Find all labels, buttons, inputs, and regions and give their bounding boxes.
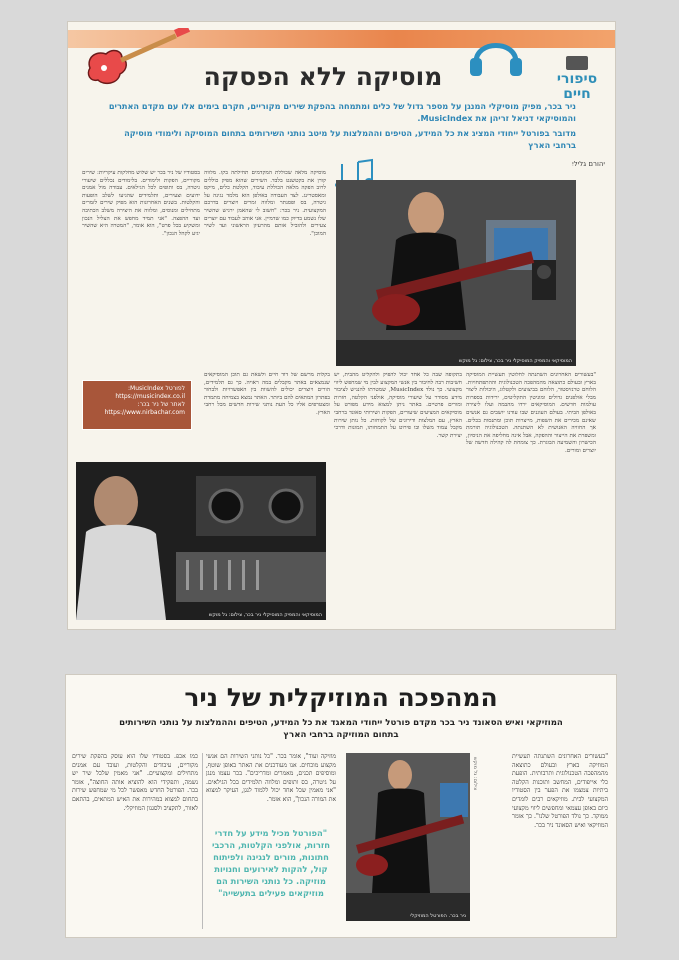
link-label-portal: לפורטל MusicIndex: [127, 385, 185, 392]
text-column: מוזיקה ועוד", אומר בכר. "כל נותני השירות הם אנשי מקצוע מוכחים. אנו מעודכנים את האתר באופן שוטף, ומוסיפים תכנים, מאמרים ומדריכים". בכר עצמו מנגן על גיטרה, בס ותופים ומלווה תלמידים בכל הגילאים. "אני מאמין שכל אחד יכול ללמוד לנגן, העיקר למצוא את המורה הנכון", הוא אומר. [206, 753, 336, 803]
text-column: כמו אכפ. בסטודיו שלו הוא עוסק בהפקת שירים מקוריים, עיבודים והקלטות, ועובד עם אמנים מתחילים ומקצועיים. "אני מאמין שלכל שיר יש נשמה, ותפקידי הוא להוציא אותה החוצה", אומר בכר. הפורטל החדש מאפשר לכל מי שמחפש שירות בתחום למצוא במהירות את האיש המתאים, בהתאם לאזור, לתקציב ולסגנון המוזיקלי. [72, 753, 198, 812]
text-column: מוסיקה מלאה שכוללת המקדמים תחילתה בקו. מלווה קורן את בקטשנט בלבד. השירים שהוא מפיק כוללים לרוב הפקה מלאה הכוללת עיבוד, הקלטת כלים, מיקס ומאסטרינג. לצד העבודה באולפן הוא מלמד נגינה על גיטרה, בס ופסנתר ומלווה זמרים ויוצרים בדרכם המקצועית. ניר בכר: "חשוב לי שהאמן ירגיש שהשיר שלו נשמע בדיוק כמו שדמיין. אני אוהב לעבוד עם יוצרים צעירים ולהוביל אותם מהרעיון הראשוני ועד לשיר המוכן". [204, 170, 326, 237]
photo-bass-player [346, 753, 470, 921]
logo-line2: חיים [563, 86, 591, 102]
link-site-url[interactable]: https://www.nirbachar.com [104, 409, 185, 416]
camera-icon [566, 56, 588, 70]
text-column: בסטודיו של ניר בכר יש שלוש מחלקות עיקריות: שירים מקוריים, הפקות ולימודים. בלימודים נכללים שיעורי גיטרה, בס ותופים לכל הגילאים. עבודה מול אמנים ידועים וצעירים, ותלמידים שהגיעו לשלב הופעות והקלטות. בשנים האחרונות הוא מפיק שירים לזמרים מתחילים ומנוסים, ומלווה את היצירה משלב הכתיבה ועד ההפצה. "אני תמיד מחפש את הצליל הנכון ומשקיע בכל פרט", הוא אומר, "המטרה היא שהשיר יגיע לקהל הנכון". [82, 170, 200, 237]
photo-caption: המוסיקאי והמפיק המוסיקלי ניר בכר, צילום: גל מוקש [458, 358, 572, 364]
logo-line1: סיפורי [556, 71, 598, 87]
links-box [82, 380, 192, 430]
article-title: המהפכה המוזיקלית של ניר [184, 683, 498, 712]
text-column: בקלות מרשם של דוד חיים ולשאת גם תוכן המוסיקאים שנמצאים באתר מקבלים במה ראויה. כך גם תלמידים, הורים ויוצרים יכולים להשוות בין האפשרויות ולבחור בפתרון המתאים להם ביותר. האתר נמצא בצמיחה מתמדת ומצטרפים אליו כל העת נותני שירות חדשים מכל רחבי הארץ. [204, 372, 330, 416]
photo-caption: ניר בכר. הפורטל המוזיקלי [410, 913, 466, 919]
subtitle-2: מדובר בפורטל ייחודי המציג את כל המידע, הטיפים וההמלצות על מיטב נותני השירותים בתחום המוסיקה ולימודי מוסיקה ברחבי הארץ [124, 128, 576, 150]
photo-caption: המוסיקאי והמפיק המוסיקלי ניר בכר, צילום: גל מוקש [208, 612, 322, 618]
subtitle-1: ניר בכר, מפיק מוסיקלי המנגן על מספר גדול של כלים ומתמחה בהפקת שירים מקוריים, חקרם בימים אלו עם מקדם האתרים והמוסיקאי דניאל זריהן את MusicIndex. [108, 101, 576, 123]
text-column: "בעשורים האחרונים השתנתה תעשיית המוזיקה בארץ ובעולם כתוצאה מהמהפכה הטכנולוגית ותרבותית. הופעת כלי אייפודים, המחשב ותוכנות הקלטה ביתיות צמצמו את הפער בין הסטודיו המקצועי לבית. מוזיקאים רבים לומדים כיום באופן עצמאי ומחפשים ליווי מקצועי ממוקד. כך נולד הפורטל שלנו". כך אומר המוזיקאי ואיש הסאונד ניר בכר. [512, 753, 608, 829]
link-label-site: לאתר של ניר בכר: [137, 401, 185, 408]
article-subtitle: המוזיקאי ואיש הסאונד ניר בכר מקדם פורטל ייחודי המאגד את כל המידע, הטיפים וההמלצות על נותני השירותים בתחום המוזיקה ברחבי הארץ [119, 718, 563, 740]
byline: יהורם גליליִ [572, 160, 605, 168]
article-subtitle [106, 100, 576, 154]
electric-guitar-icon [82, 28, 192, 90]
column-divider [202, 753, 203, 929]
pull-quote: "הפורטל מכיל מידע על חדרי חזרות, אולפני הקלטות, הרכבי חתונות, מורים לנגינה ולפיתוח קול, להקות לאירועים וחנויות מוזיקה. כל נותני השירות הם מוזיקאים פעילים בתעשייה" [211, 828, 331, 898]
text-column: "בעשורים האחרונים השתנתה לחלוטין תעשיית המוסיקה בארץ ובעולם כתוצאה מהמהפכה הטכנולוגית וההתפתחויות. הלוחם טרנזיסטור, הלוחם בביצועים ולקטלוג, היכולות ליצור מבלי אולפנים גדולים ומוניטין התקליטים, ירידות בספרות עולמות חדשים. המוסיקאים ירדו מהבמה ועלו ליצירה באולפן הביתי. בעולם העוגנים שבו עודנו יושבים גם אנשים שאינם מכירים את השפות, מייצרות תוכן ומתנסות בכלים. אך החוויה האנושית לא השתנתה. הטכנולוגיה תורמת ומשפרת את הייצור וההפקה, אבל אינה מחליפה את הניסיון, הכישרון והשמיעה הבוגרת. כך צומחת לה קהילה חדשה של יוצרים ומורים. [466, 372, 596, 454]
section-logo [547, 56, 607, 102]
photo-bass-player [336, 180, 576, 366]
article-clipping-2 [66, 675, 616, 937]
headphones-icon [468, 30, 524, 80]
article-clipping-1 [68, 22, 615, 629]
photo-credit: צילום: גל מוקש [472, 757, 478, 791]
text-column: בתקופה שבה כל אחד יכול להפיק ולהקליט מהבית, יש חשיבות רבה לחיבור בין אנשי המקצוע לבין מי שמחפש ליווי מקצועי. כך נולד MusicIndex, שמטרתו להנגיש לציבור מידע מסודר על שיעורי מוסיקה, אולפני הקלטה, חזרות ומורים פרטיים. באתר ניתן למצוא מידע מפורט על מוסיקאים המציעים שיעורים, הפקות ושירותי סאונד ברחבי הארץ, עם המלצות ודירוגים של לקוחות. כל נותן שירות מקבל עמוד משלו ובו פירוט על התמחותו, תמונות ודרכי יצירת קשר. [334, 372, 462, 439]
photo-studio-mixer [76, 462, 326, 620]
link-portal-url[interactable]: https://musicindex.co.il [115, 393, 185, 400]
article-title: מוסיקה ללא הפסקה [203, 62, 443, 91]
